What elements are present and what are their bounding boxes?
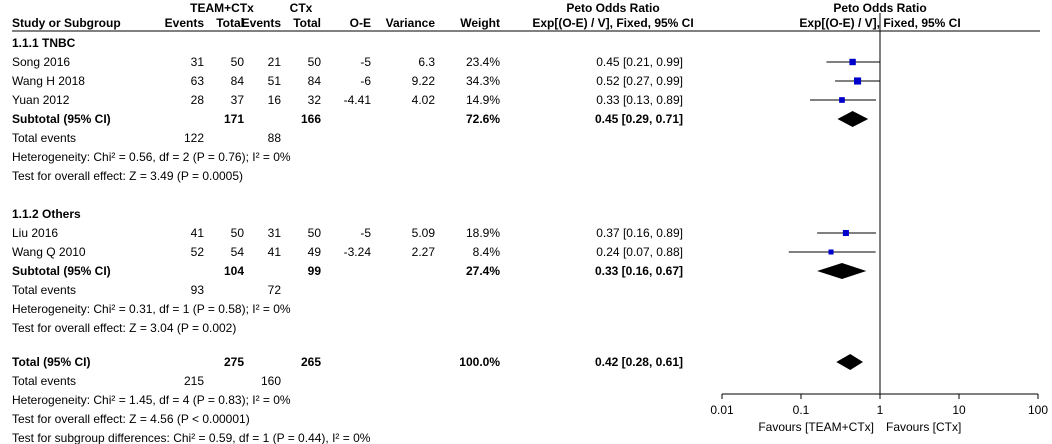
x-tick-label: 10: [952, 403, 966, 417]
cell-oe: -5: [360, 226, 371, 240]
cell-variance: 6.3: [418, 55, 435, 69]
subgroup-title: 1.1.1 TNBC: [12, 36, 76, 50]
cell-oe: -6: [360, 74, 371, 88]
total-label: Total (95% CI): [12, 355, 91, 369]
subtotal-diamond: [817, 263, 866, 279]
cell-ci: 0.37 [0.16, 0.89]: [596, 226, 683, 240]
cell-events1: 63: [190, 74, 204, 88]
x-tick-label: 100: [1027, 403, 1049, 417]
cell-events1: 52: [190, 245, 204, 259]
header-events2: Events: [241, 16, 281, 30]
total-events1: 93: [190, 283, 204, 297]
cell-total1: 37: [230, 93, 244, 107]
total-events1: 122: [183, 131, 204, 145]
point-estimate-marker: [829, 249, 834, 254]
cell-ci: 0.52 [0.27, 0.99]: [596, 74, 683, 88]
total-events-label: Total events: [12, 374, 77, 388]
study-name: Liu 2016: [12, 226, 59, 240]
cell-variance: 4.02: [411, 93, 435, 107]
total-events2: 72: [267, 283, 281, 297]
cell-total1: 50: [230, 226, 244, 240]
cell-total2: 84: [307, 74, 321, 88]
cell-variance: 5.09: [411, 226, 435, 240]
x-tick-label: 1: [876, 403, 884, 417]
total-events2: 88: [267, 131, 281, 145]
cell-events2: 31: [267, 226, 281, 240]
header-group1: TEAM+CTx: [190, 1, 254, 15]
total-weight: 100.0%: [459, 355, 500, 369]
header-total2: Total: [293, 16, 321, 30]
header-study: Study or Subgroup: [12, 16, 121, 30]
cell-events2: 21: [267, 55, 281, 69]
header-variance: Variance: [385, 16, 435, 30]
total-total1: 275: [223, 355, 244, 369]
study-name: Wang H 2018: [12, 74, 85, 88]
subtotal-weight: 72.6%: [465, 112, 500, 126]
cell-total1: 84: [230, 74, 244, 88]
subgroup-title: 1.1.2 Others: [12, 207, 81, 221]
subtotal-diamond: [838, 111, 869, 127]
cell-events1: 41: [190, 226, 204, 240]
header-oe: O-E: [349, 16, 371, 30]
cell-total1: 54: [230, 245, 244, 259]
cell-weight: 34.3%: [465, 74, 500, 88]
subtotal-ci: 0.33 [0.16, 0.67]: [594, 264, 683, 278]
favours-left-label: Favours [TEAM+CTx]: [758, 420, 874, 434]
x-tick-label: 0.1: [792, 403, 810, 417]
cell-weight: 18.9%: [465, 226, 500, 240]
heterogeneity-text: Heterogeneity: Chi² = 1.45, df = 4 (P = 0.83); I² = 0%: [12, 393, 291, 407]
cell-ci: 0.33 [0.13, 0.89]: [596, 93, 683, 107]
total-events1: 215: [183, 374, 204, 388]
subgroup-difference-text: Test for subgroup differences: Chi² = 0.59, df = 1 (P = 0.44), I² = 0%: [12, 431, 371, 444]
subtotal-total2: 99: [307, 264, 321, 278]
point-estimate-marker: [843, 230, 849, 236]
cell-total2: 32: [307, 93, 321, 107]
header-plot-sub: Exp[(O-E) / V], Fixed, 95% CI: [799, 16, 961, 30]
subtotal-total1: 171: [223, 112, 244, 126]
cell-weight: 8.4%: [472, 245, 500, 259]
study-name: Yuan 2012: [12, 93, 70, 107]
header-events1: Events: [164, 16, 204, 30]
point-estimate-marker: [849, 59, 855, 65]
subtotal-weight: 27.4%: [465, 264, 500, 278]
header-group2: CTx: [289, 1, 313, 15]
header-ci-sub: Exp[(O-E) / V], Fixed, 95% CI: [532, 16, 694, 30]
cell-total2: 50: [307, 226, 321, 240]
cell-events2: 51: [267, 74, 281, 88]
header-plot-title: Peto Odds Ratio: [833, 1, 927, 15]
header-ci-title: Peto Odds Ratio: [566, 1, 660, 15]
subtotal-total1: 104: [223, 264, 244, 278]
cell-variance: 9.22: [411, 74, 435, 88]
subtotal-label: Subtotal (95% CI): [12, 112, 111, 126]
header-weight: Weight: [460, 16, 500, 30]
cell-ci: 0.24 [0.07, 0.88]: [596, 245, 683, 259]
study-name: Wang Q 2010: [12, 245, 86, 259]
favours-right-label: Favours [CTx]: [886, 420, 962, 434]
point-estimate-marker: [854, 77, 861, 84]
total-diamond: [836, 354, 863, 370]
cell-total2: 49: [307, 245, 321, 259]
x-tick-label: 0.01: [710, 403, 734, 417]
cell-oe: -5: [360, 55, 371, 69]
cell-weight: 14.9%: [465, 93, 500, 107]
cell-events1: 31: [190, 55, 204, 69]
total-total2: 265: [300, 355, 321, 369]
total-events2: 160: [260, 374, 281, 388]
overall-effect-text: Test for overall effect: Z = 3.04 (P = 0.002): [12, 321, 237, 335]
cell-total1: 50: [230, 55, 244, 69]
cell-oe: -4.41: [343, 93, 371, 107]
point-estimate-marker: [839, 97, 845, 103]
cell-events1: 28: [190, 93, 204, 107]
total-events-label: Total events: [12, 131, 77, 145]
subtotal-label: Subtotal (95% CI): [12, 264, 111, 278]
subtotal-ci: 0.45 [0.29, 0.71]: [594, 112, 683, 126]
cell-events2: 41: [267, 245, 281, 259]
overall-effect-text: Test for overall effect: Z = 3.49 (P = 0.0005): [12, 169, 244, 183]
subtotal-total2: 166: [300, 112, 321, 126]
header-total1: Total: [216, 16, 244, 30]
overall-effect-text: Test for overall effect: Z = 4.56 (P < 0.00001): [12, 412, 250, 426]
cell-variance: 2.27: [411, 245, 435, 259]
heterogeneity-text: Heterogeneity: Chi² = 0.56, df = 2 (P = 0.76); I² = 0%: [12, 150, 291, 164]
total-ci: 0.42 [0.28, 0.61]: [594, 355, 683, 369]
total-events-label: Total events: [12, 283, 77, 297]
cell-weight: 23.4%: [465, 55, 500, 69]
cell-events2: 16: [267, 93, 281, 107]
study-name: Song 2016: [12, 55, 71, 69]
heterogeneity-text: Heterogeneity: Chi² = 0.31, df = 1 (P = 0.58); I² = 0%: [12, 302, 291, 316]
cell-ci: 0.45 [0.21, 0.99]: [596, 55, 683, 69]
cell-oe: -3.24: [343, 245, 371, 259]
cell-total2: 50: [307, 55, 321, 69]
